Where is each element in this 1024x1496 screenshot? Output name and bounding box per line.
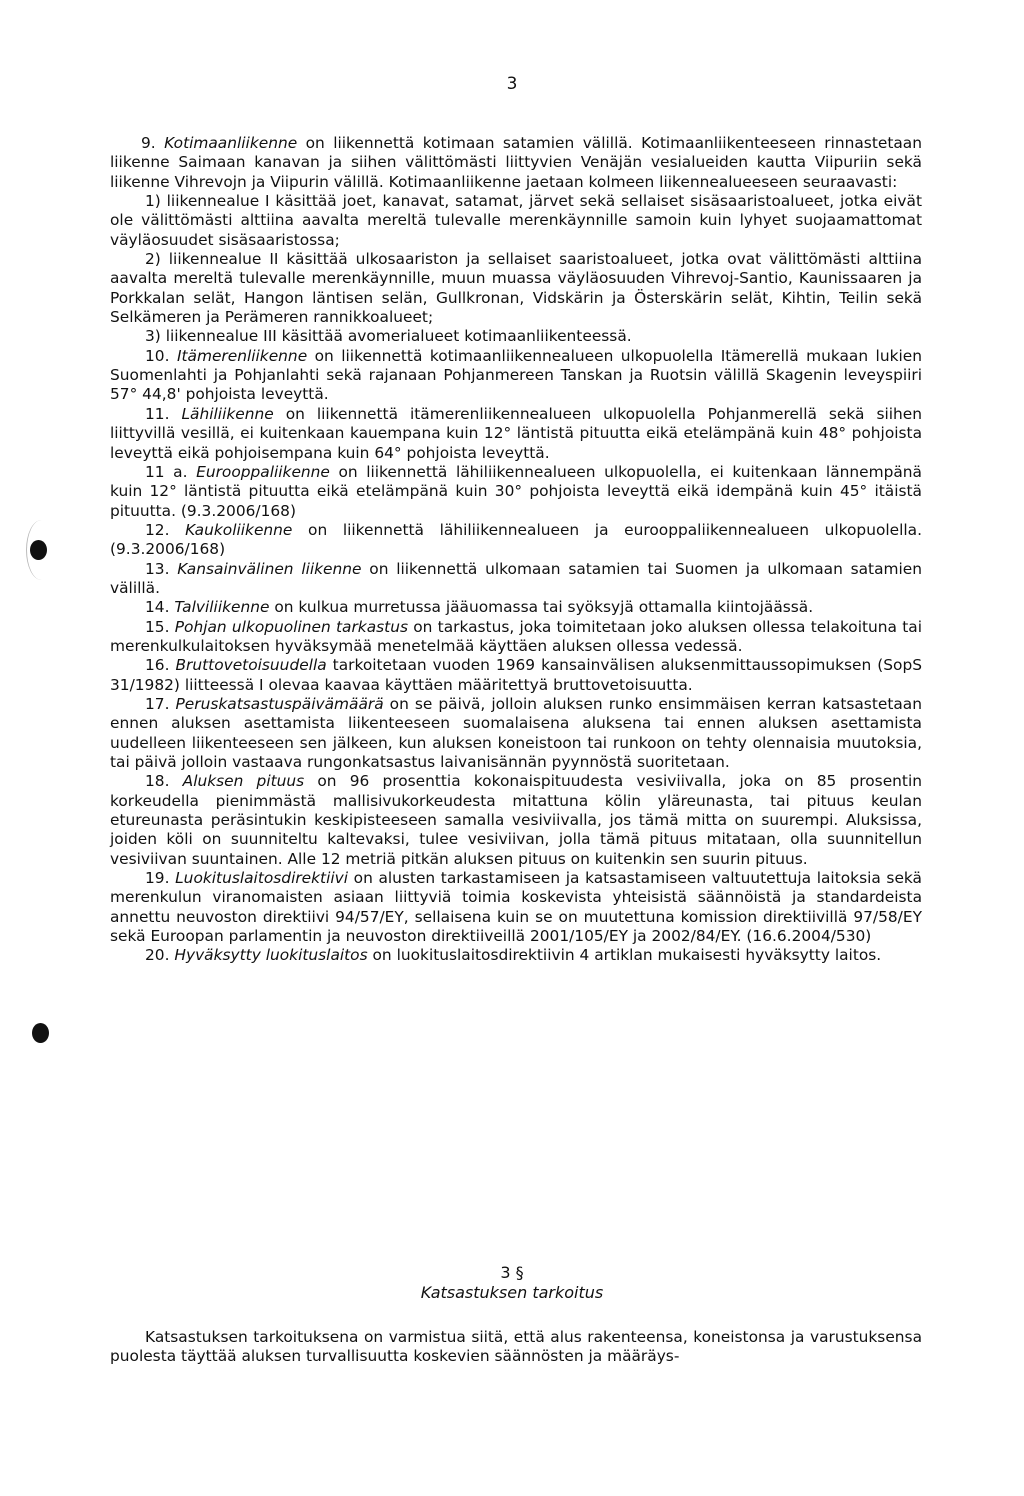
- definition-paragraph: [110, 656, 922, 695]
- definition-text: on alusten tarkastamiseen ja katsastamiseen valtuutettuja laitoksia sekä merenkulun viranomaisten asiaan liittyviä toimia koskevista yhteisistä säännöistä ja standardeista annettu neuvoston direktiivi 94/57/EY, sellaisena kuin se on muutettuna komission direktiivillä 97/58/EY sekä Euroopan parlamentin ja neuvoston direktiiveillä 2001/105/EY ja 2002/84/EY. (16.6.2004/530): [110, 869, 922, 946]
- definition-paragraph: [110, 618, 922, 657]
- punch-hole-icon: [32, 1023, 49, 1043]
- definition-text: on liikennettä lähiliikennealueen ja eurooppaliikennealueen ulkopuolella. (9.3.2006/168): [110, 520, 922, 559]
- definition-term: Kaukoliikenne: [185, 520, 293, 539]
- definition-paragraph: [110, 405, 922, 463]
- definition-text: on tarkastus, joka toimitetaan joko aluksen ollessa telakoituna tai merenkulkulaitoksen hyväksymää menetelmää käyttäen aluksen ollessa vedessä.: [110, 617, 922, 655]
- definition-term: Itämerenliikenne: [176, 346, 308, 365]
- definition-paragraph: [110, 946, 922, 965]
- definition-number: 19.: [145, 869, 170, 888]
- section-paragraph: Katsastuksen tarkoituksena on varmistua siitä, että alus rakenteensa, koneistonsa ja varustuksensa puolesta täyttää aluksen turvallisuutta koskevien säännösten ja määräys-: [110, 1328, 922, 1366]
- section-body: [110, 1328, 922, 1367]
- definition-term: Bruttovetoisuudella: [175, 656, 327, 675]
- definition-term: Pohjan ulkopuolinen tarkastus: [174, 617, 408, 636]
- definition-paragraph: [110, 869, 922, 946]
- definition-paragraph: [110, 347, 922, 405]
- definition-term: Peruskatsastuspäivämäärä: [175, 694, 384, 713]
- definition-number: 15.: [145, 617, 170, 636]
- traffic-area-item: 2) liikennealue II käsittää ulkosaariston ja sellaiset saaristoalueet, jotka ovat välittömästi alttiina aavalta mereltä tulevalle merenkäynnille, muun muassa väyläosuuden Vihrevoj-Santio, Kaunissaaren ja Porkkalan selät, Hangon läntisen selän, Gullkronan, Vidskärin ja Österskärin selät, Kihtin, Teilin sekä Selkämeren ja Perämeren rannikkoalueet;: [110, 250, 922, 327]
- section-number: 3 §: [500, 1263, 524, 1282]
- definition-text: on liikennettä kotimaanliikennealueen ulkopuolella Itämerellä mukaan lukien Suomenlahti ja Pohjanlahti sekä rajanaan Pohjanmereen Tanskan ja Ruotsin välillä Skagenin leveyspiiri 57° 44,8' pohjoista leveyttä.: [110, 346, 922, 404]
- definition-paragraph: [110, 134, 922, 192]
- traffic-area-item: 1) liikennealue I käsittää joet, kanavat, satamat, järvet sekä sellaiset sisäsaaristoalueet, jotka eivät ole välittömästi alttiina aavalta mereltä tulevalle merenkäynnille samoin kuin lyhyet suojaamattomat väyläosuudet sisäsaaristossa;: [110, 192, 922, 249]
- definition-term: Kansainvälinen liikenne: [177, 559, 362, 578]
- definition-number: 14.: [145, 598, 170, 617]
- document-body: [110, 134, 922, 966]
- definition-number: 11 a.: [145, 462, 188, 481]
- definition-text: on liikennettä lähiliikennealueen ulkopuolella, ei kuitenkaan lännempänä kuin 12° läntistä pituutta eikä etelämpänä kuin 30° pohjoista leveyttä eikä idempänä kuin 45° itäistä pituutta. (9.3.2006/168): [110, 462, 922, 520]
- definition-number: 17.: [145, 694, 170, 713]
- section-heading: [0, 1263, 1024, 1303]
- definition-number: 18.: [145, 772, 170, 791]
- definition-term: Talviliikenne: [174, 598, 270, 617]
- definition-term: Eurooppaliikenne: [196, 462, 330, 481]
- definition-term: Hyväksytty luokituslaitos: [174, 946, 368, 965]
- definition-number: 16.: [145, 656, 170, 675]
- definition-number: 10.: [145, 346, 170, 365]
- definition-term: Lähiliikenne: [181, 404, 274, 423]
- definition-text: on liikennettä kotimaan satamien välillä. Kotimaanliikenteeseen rinnastetaan liikenne Saimaan kanavan ja siihen välittömästi liittyvien Venäjän vesialueiden kautta Viipuriin sekä liikenne Vihrevojn ja Viipurin välillä. Kotimaanliikenne jaetaan kolmeen liikennealueeseen seuraavasti:: [110, 134, 922, 191]
- definition-term: Luokituslaitosdirektiivi: [175, 869, 349, 888]
- definition-paragraph: [110, 521, 922, 560]
- definition-number: 13.: [145, 559, 170, 578]
- definition-text: on 96 prosenttia kokonaispituudesta vesiviivalla, joka on 85 prosentin korkeudella pienimmästä mallisivukorkeudesta mitattuna kölin yläreunasta, tai pituus keulan etureunasta peräsintukin keskipisteeseen samalla vesiviivalla, jos tämä mitta on suurempi. Aluksissa, joiden köli on suunniteltu kaltevaksi, tulee vesiviivan, jolla tämä pituus mitataan, olla suunnitellun vesiviivan suuntainen. Alle 12 metriä pitkän aluksen pituus on kuitenkin sen suurin pituus.: [110, 772, 922, 868]
- traffic-area-item: 3) liikennealue III käsittää avomerialueet kotimaanliikenteessä.: [145, 327, 632, 346]
- definition-number: 9.: [141, 134, 156, 152]
- definition-number: 11.: [145, 404, 170, 423]
- definition-text: tarkoitetaan vuoden 1969 kansainvälisen aluksenmittaussopimuksen (SopS 31/1982) liitteessä I olevaa kaavaa käyttäen määritettyä bruttovetoisuutta.: [110, 656, 922, 694]
- definition-text: on kulkua murretussa jääuomassa tai syöksyjä ottamalla kiintojäässä.: [269, 598, 814, 617]
- definition-paragraph: [110, 598, 922, 617]
- definition-number: 20.: [145, 946, 170, 965]
- definition-text: on luokituslaitosdirektiivin 4 artiklan mukaisesti hyväksytty laitos.: [367, 946, 882, 965]
- definition-paragraph: [110, 560, 922, 599]
- definition-text: on se päivä, jolloin aluksen runko ensimmäisen kerran katsastetaan ennen aluksen asettamista liikenteeseen suomalaisena aluksena tai ennen aluksen asettamista uudelleen liikenteeseen sen jälkeen, kun aluksen koneistoon tai runkoon on tehty olennaisia muutoksia, tai päivä jolloin vastaava rungonkatsastus laivanisännän pyynnöstä suoritetaan.: [110, 694, 922, 771]
- definition-paragraph: [110, 695, 922, 772]
- definition-paragraph: [110, 772, 922, 869]
- definition-term: Kotimaanliikenne: [164, 134, 298, 152]
- definition-paragraph: [110, 463, 922, 521]
- definition-number: 12.: [145, 520, 170, 539]
- page-number: 3: [506, 74, 518, 94]
- section-title: Katsastuksen tarkoitus: [420, 1283, 604, 1302]
- definition-text: on liikennettä ulkomaan satamien tai Suomen ja ulkomaan satamien välillä.: [110, 559, 923, 597]
- definition-term: Aluksen pituus: [182, 772, 305, 791]
- definition-text: on liikennettä itämerenliikennealueen ulkopuolella Pohjanmerellä sekä siihen liittyvillä vesillä, ei kuitenkaan kauempana kuin 12° läntistä pituutta eikä etelämpänä kuin 48° pohjoista leveyttä eikä pohjoisempana kuin 64° pohjoista leveyttä.: [110, 404, 922, 462]
- punch-hole-icon: [30, 540, 47, 560]
